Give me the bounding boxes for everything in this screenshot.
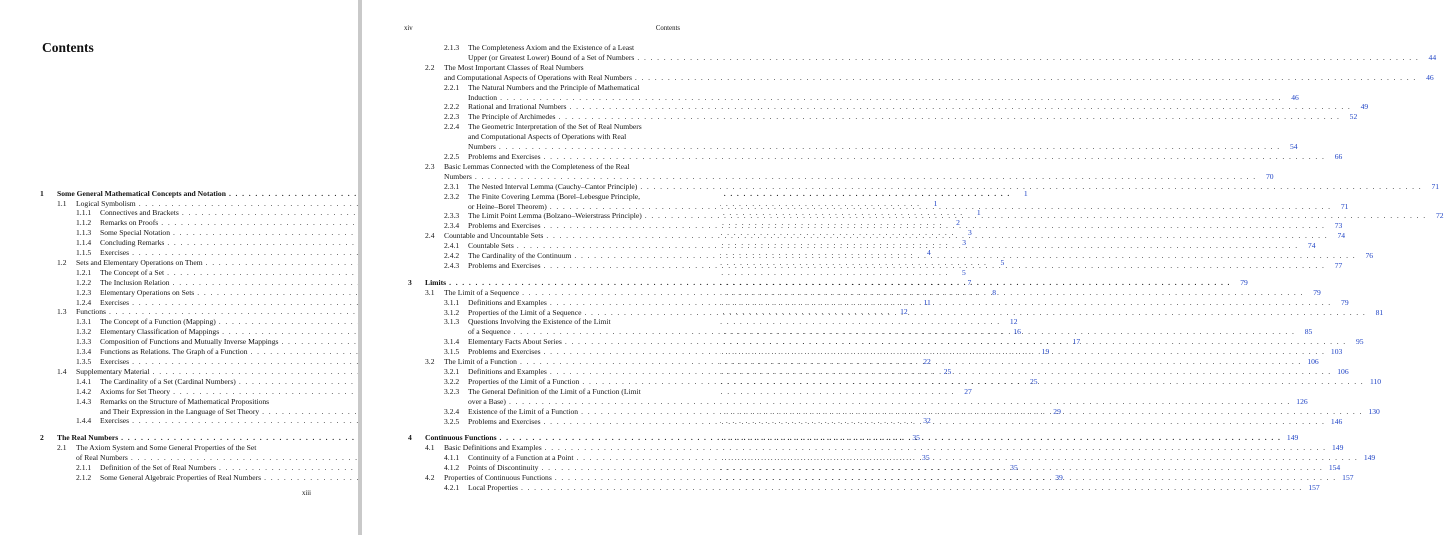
toc-page-link[interactable]: 1 <box>933 198 938 208</box>
toc-page-link[interactable]: 71 <box>1431 181 1440 191</box>
toc-dot-leader <box>518 483 1303 493</box>
toc-entry-number: 3.1.1 <box>444 297 460 307</box>
toc-entry-number: 3.2.5 <box>444 416 460 426</box>
toc-entry[interactable] <box>408 287 1321 298</box>
toc-entry-title: Connectives and Brackets <box>100 208 179 218</box>
toc-entry[interactable] <box>408 241 1316 251</box>
toc-entry-number: 2.3.4 <box>444 221 460 231</box>
toc-entry-title: The Finite Covering Lemma (Borel–Lebesgue Principle, <box>468 191 641 201</box>
toc-entry-number: 2.3.2 <box>444 191 460 201</box>
toc-entry-title: Concluding Remarks <box>100 238 165 248</box>
toc-entry-title: The Geometric Interpretation of the Set of Real Numbers <box>468 122 642 132</box>
toc-entry[interactable] <box>408 482 1320 493</box>
toc-dot-leader <box>632 73 1417 83</box>
toc-entry[interactable] <box>408 151 1343 162</box>
toc-entry-title: Points of Discontinuity <box>468 463 539 473</box>
toc-entry-number: 1.1.1 <box>76 208 92 218</box>
toc-entry-number: 2.1.1 <box>76 463 92 473</box>
toc-entry-number: 3.2 <box>425 357 435 367</box>
toc-page-link[interactable]: 35 <box>922 453 930 463</box>
toc-entry-number: 1.2.3 <box>76 287 92 297</box>
toc-entry-title: of a Sequence <box>468 327 511 337</box>
toc-entry-number: 1.1.2 <box>76 218 92 228</box>
toc-page-link[interactable]: 49 <box>1360 102 1369 112</box>
toc-entry-title: Remarks on Proofs <box>100 218 159 228</box>
toc-page-link[interactable]: 52 <box>1349 112 1358 122</box>
toc-dot-leader <box>552 473 1337 483</box>
toc-entry-title: Composition of Functions and Mutually Inverse Mappings <box>100 337 279 347</box>
running-header-page-number: xiv <box>404 25 413 32</box>
toc-dot-leader <box>578 407 1363 417</box>
toc-entry <box>408 122 680 132</box>
toc-entry-title: Sets and Elementary Operations on Them <box>76 257 203 267</box>
toc-entry[interactable] <box>408 181 1440 192</box>
toc-page-link[interactable]: 72 <box>1435 211 1444 221</box>
toc-entry-title: Basic Lemmas Connected with the Completeness of the Real <box>444 161 630 171</box>
toc-page-link[interactable]: 35 <box>912 433 920 443</box>
toc-dot-leader <box>556 112 1341 122</box>
toc-entry[interactable] <box>408 52 1437 63</box>
toc-dot-leader <box>547 367 1332 377</box>
toc-entry-title: Definition of the Set of Real Numbers <box>100 463 216 473</box>
toc-dot-leader <box>472 172 1257 182</box>
toc-entry-title: Definitions and Examples <box>468 297 547 307</box>
toc-dot-leader <box>497 93 1282 103</box>
toc-entry[interactable] <box>408 231 1346 241</box>
toc-page-link[interactable]: 76 <box>1365 251 1374 261</box>
toc-entry <box>408 162 680 172</box>
toc-entry-number: 1.2.1 <box>76 267 92 277</box>
toc-entry-number: 1.2 <box>57 257 67 267</box>
toc-entry[interactable] <box>408 277 1248 288</box>
toc-dot-leader <box>579 377 1364 387</box>
toc-entry-title: The Nested Interval Lemma (Cauchy–Cantor Principle) <box>468 181 638 191</box>
toc-entry-number: 2.2.1 <box>444 82 460 92</box>
toc-entry-number: 4.2.1 <box>444 482 460 492</box>
toc-page-link[interactable]: 85 <box>1304 327 1313 337</box>
toc-entry-title: Continuous Functions <box>425 433 497 443</box>
toc-dot-leader <box>642 211 1427 221</box>
toc-page-link[interactable]: 1 <box>1023 188 1028 198</box>
toc-entry-title: The Limit of a Sequence <box>444 287 520 297</box>
toc-dot-leader <box>514 241 1299 251</box>
toc-page-link[interactable]: 103 <box>1330 347 1343 357</box>
toc-entry-title: Exercises <box>100 357 130 366</box>
toc-entry-number: 1.3.2 <box>76 327 92 337</box>
toc-entry-number: 1.4.3 <box>76 396 92 406</box>
toc-entry-title: over a Base) <box>468 396 506 406</box>
toc-entry[interactable] <box>408 201 1349 212</box>
toc-entry-title: The Concept of a Function (Mapping) <box>100 317 216 327</box>
toc-entry[interactable] <box>408 102 1369 112</box>
toc-entry-number: 1 <box>40 188 44 198</box>
toc-entry-number: 1.3.1 <box>76 317 92 327</box>
toc-entry-title: The Cardinality of a Set (Cardinal Numbers) <box>100 376 236 386</box>
toc-entry-title: The Concept of a Set <box>100 267 165 277</box>
toc-page-link[interactable]: 71 <box>1340 201 1349 211</box>
toc-page-link[interactable]: 12 <box>900 307 908 317</box>
toc-entry[interactable] <box>408 142 1298 152</box>
toc-page-link[interactable]: 106 <box>1337 367 1349 376</box>
toc-dot-leader <box>511 327 1296 337</box>
toc-entry[interactable] <box>408 92 1299 103</box>
toc-page-link[interactable]: 5 <box>1000 257 1005 267</box>
toc-dot-leader <box>538 463 1323 473</box>
toc-page-link[interactable]: 3 <box>962 238 967 248</box>
toc-page-link[interactable]: 81 <box>1375 307 1384 317</box>
toc-entry-title: Induction <box>468 92 498 102</box>
toc-entry-number: 3.2.4 <box>444 406 460 416</box>
contents-heading: Contents <box>42 40 94 55</box>
toc-entry[interactable] <box>408 416 1343 427</box>
toc-page-link[interactable]: 39 <box>1055 472 1063 482</box>
toc-entry <box>40 397 312 407</box>
toc-dot-leader <box>562 337 1347 347</box>
toc-entry-title: The Natural Numbers and the Principle of Mathematical <box>468 82 640 92</box>
toc-entry-title: The Inclusion Relation <box>100 277 170 287</box>
toc-dot-leader <box>547 298 1332 308</box>
toc-entry[interactable] <box>408 112 1358 122</box>
toc-entry[interactable] <box>408 307 1384 318</box>
toc-entry-number: 2.1 <box>57 443 67 453</box>
toc-dot-leader <box>637 182 1422 192</box>
toc-entry-title: Definitions and Examples <box>468 367 547 376</box>
toc-entry-number: 1.1.5 <box>76 248 92 258</box>
toc-entry-title: Properties of the Limit of a Sequence <box>468 307 582 317</box>
toc-entry <box>408 83 680 93</box>
toc-entry-title: The Real Numbers <box>57 433 119 443</box>
toc-page-link[interactable]: 77 <box>1334 260 1343 270</box>
toc-entry[interactable] <box>408 396 1308 407</box>
toc-entry-number: 3.1.5 <box>444 347 460 357</box>
toc-entry-title: Supplementary Material <box>76 366 150 376</box>
toc-page-link[interactable]: 19 <box>1041 347 1050 357</box>
toc-dot-leader <box>517 357 1302 367</box>
toc-entry[interactable] <box>408 251 1374 261</box>
toc-dot-leader <box>571 251 1356 261</box>
toc-entry[interactable] <box>408 211 1444 221</box>
toc-entry[interactable] <box>408 260 1343 271</box>
toc-page-link[interactable]: 5 <box>962 267 966 277</box>
toc-entry-title: Some General Algebraic Properties of Real Numbers <box>100 472 262 482</box>
page-number-footer: xiii <box>302 490 312 497</box>
toc-entry-number: 2.4 <box>425 231 435 241</box>
toc-entry-number: 3 <box>408 277 412 287</box>
toc-entry-title: Rational and Irrational Numbers <box>468 102 567 112</box>
toc-dot-leader <box>573 453 1358 463</box>
toc-entry <box>408 43 680 53</box>
toc-entry-number: 1.3 <box>57 307 67 317</box>
toc-page-link[interactable]: 11 <box>923 297 931 307</box>
toc-entry <box>408 132 680 142</box>
toc-entry-number: 2.2 <box>425 62 435 72</box>
toc-entry-number: 1.1 <box>57 198 67 208</box>
toc-entry-title: The Completeness Axiom and the Existence of a Least <box>468 43 635 52</box>
toc-entry-number: 2.3.3 <box>444 211 460 221</box>
toc-entry-title: Problems and Exercises <box>468 416 541 426</box>
toc-entry-title: of Real Numbers <box>76 453 128 463</box>
toc-entry-title: Exercises <box>100 248 130 258</box>
toc-page-link[interactable]: 95 <box>1356 337 1364 347</box>
toc-entry-number: 3.1.3 <box>444 317 460 327</box>
toc-dot-leader <box>547 202 1332 212</box>
toc-page-link[interactable]: 110 <box>1369 376 1382 386</box>
toc-entry-title: Questions Involving the Existence of the Limit <box>468 317 611 327</box>
toc-page-link[interactable]: 73 <box>1334 221 1343 231</box>
toc-page-link[interactable]: 1 <box>976 208 981 218</box>
toc-dot-leader <box>506 397 1291 407</box>
toc-page-link[interactable]: 106 <box>1307 357 1319 367</box>
toc-entry-number: 4.1.1 <box>444 453 460 463</box>
toc-dot-leader <box>497 433 1282 443</box>
toc-entry-title: Functions <box>76 307 106 317</box>
toc-entry-title: Axioms for Set Theory <box>100 386 171 396</box>
toc-page-link[interactable]: 7 <box>967 277 972 287</box>
toc-page-link[interactable]: 79 <box>1240 277 1248 287</box>
toc-entry-title: Problems and Exercises <box>468 347 541 357</box>
toc-dot-leader <box>542 443 1327 453</box>
toc-entry-title: Exercises <box>100 416 130 426</box>
toc-entry <box>40 443 312 453</box>
toc-entry-title: Problems and Exercises <box>468 221 541 231</box>
toc-dot-leader <box>566 102 1351 112</box>
toc-entry-number: 3.1.2 <box>444 307 460 317</box>
toc-entry-title: Some Special Notation <box>100 228 171 238</box>
toc-entry-number: 2.3 <box>425 161 435 171</box>
toc-dot-leader <box>519 288 1304 298</box>
toc-entry-number: 2.2.4 <box>444 122 460 132</box>
toc-page-link[interactable]: 66 <box>1334 151 1343 161</box>
toc-entry-title: Functions as Relations. The Graph of a Function <box>100 347 248 357</box>
toc-entry-number: 2.1.2 <box>76 472 92 482</box>
toc-entry-title: Properties of Continuous Functions <box>444 473 552 483</box>
toc-page-link[interactable]: 27 <box>964 386 972 396</box>
toc-page-link[interactable]: 16 <box>1013 327 1021 337</box>
toc-page-link[interactable]: 79 <box>1313 287 1321 297</box>
toc-entry-title: The Axiom System and Some General Properties of the Set <box>76 443 257 453</box>
toc-page-link[interactable]: 29 <box>1053 406 1061 416</box>
toc-entry-title: Elementary Classification of Mappings <box>100 327 220 337</box>
toc-entry-title: The Most Important Classes of Real Numbers <box>444 62 584 72</box>
toc-dot-leader <box>634 53 1419 63</box>
toc-page-link[interactable]: 149 <box>1363 453 1376 463</box>
toc-entry-number: 1.2.4 <box>76 297 92 307</box>
toc-page-link[interactable]: 70 <box>1265 171 1274 181</box>
toc-entry-number: 1.2.2 <box>76 277 92 287</box>
toc-entry-number: 4.2 <box>425 473 435 483</box>
toc-dot-leader <box>446 278 1231 288</box>
toc-page-link[interactable]: 25 <box>943 366 952 376</box>
toc-page-link[interactable]: 46 <box>1291 92 1299 102</box>
toc-entry <box>408 192 680 202</box>
toc-entry-title: Local Properties <box>468 482 518 492</box>
toc-entry-title: Countable Sets <box>468 241 514 251</box>
toc-page-link[interactable]: 149 <box>1286 433 1299 443</box>
toc-entry-title: and Their Expression in the Language of Set Theory <box>100 406 260 416</box>
toc-entry-number: 4.1.2 <box>444 463 460 473</box>
toc-entry-number: 2.2.5 <box>444 151 460 161</box>
toc-page-link[interactable]: 54 <box>1289 142 1298 152</box>
toc-entry-number: 2.2.3 <box>444 112 460 122</box>
toc-dot-leader <box>541 152 1326 162</box>
toc-entry-number: 3.2.3 <box>444 386 460 396</box>
toc-page-link[interactable]: 46 <box>1426 72 1434 82</box>
toc-entry-number: 2.2.2 <box>444 102 460 112</box>
toc-entry-title: Upper (or Greatest Lower) Bound of a Set of Numbers <box>468 52 635 62</box>
toc-page-link[interactable]: 79 <box>1341 297 1349 307</box>
toc-entry-number: 1.3.3 <box>76 337 92 347</box>
toc-dot-leader <box>541 221 1326 231</box>
toc-entry[interactable] <box>408 221 1343 231</box>
toc-page-link[interactable]: 17 <box>1072 337 1081 347</box>
toc-entry-title: Continuity of a Function at a Point <box>468 453 574 463</box>
toc-entry-title: The Limit of a Function <box>444 357 517 367</box>
toc-page-link[interactable]: 44 <box>1428 52 1437 62</box>
toc-page-link[interactable]: 126 <box>1296 396 1308 406</box>
toc-page-link[interactable]: 3 <box>967 228 972 238</box>
toc-entry[interactable] <box>40 267 966 278</box>
toc-entry-title: Remarks on the Structure of Mathematical Propositions <box>100 396 270 406</box>
toc-entry[interactable] <box>408 72 1434 83</box>
toc-entry-number: 2.3.1 <box>444 181 460 191</box>
toc-entry-title: The Principle of Archimedes <box>468 112 556 122</box>
toc-entry-title: Countable and Uncountable Sets <box>444 231 544 241</box>
toc-entry-title: and Computational Aspects of Operations with Real Numbers <box>444 72 632 82</box>
toc-entry-number: 1.4.1 <box>76 376 92 386</box>
toc-page-link[interactable]: 157 <box>1342 473 1354 483</box>
toc-entry-number: 1.1.4 <box>76 238 92 248</box>
toc-entry-number: 2.4.2 <box>444 251 460 261</box>
toc-page-link[interactable]: 4 <box>927 248 931 258</box>
toc-page-link[interactable]: 35 <box>1010 463 1018 473</box>
toc-entry-title: Existence of the Limit of a Function <box>468 406 579 416</box>
toc-entry-title: Problems and Exercises <box>468 260 541 270</box>
toc-page-link[interactable]: 74 <box>1307 241 1316 251</box>
toc-entry[interactable] <box>408 297 1349 308</box>
toc-page-link[interactable]: 130 <box>1368 406 1380 416</box>
toc-entry-title: and Computational Aspects of Operations with Real <box>468 132 627 142</box>
toc-entry-number: 4 <box>408 433 412 443</box>
toc-entry-number: 1.4.4 <box>76 416 92 426</box>
toc-page-link[interactable]: 22 <box>923 357 931 366</box>
running-header-title: Contents <box>655 25 680 32</box>
toc-entry-number: 1.1.3 <box>76 228 92 238</box>
toc-entry-number: 2.4.3 <box>444 260 460 270</box>
toc-entry <box>408 317 680 327</box>
toc-entry-title: The Limit Point Lemma (Bolzano–Weierstrass Principle) <box>468 211 642 221</box>
toc-entry-title: Numbers <box>468 142 496 152</box>
toc-page-link[interactable]: 154 <box>1328 463 1341 473</box>
toc-entry-title: Limits <box>425 277 447 287</box>
toc-entry <box>408 387 680 397</box>
toc-page-link[interactable]: 2 <box>956 218 960 228</box>
toc-page-link[interactable]: 146 <box>1330 416 1343 426</box>
toc-entry-title: Elementary Facts About Series <box>468 337 562 347</box>
toc-entry-number: 3.1 <box>425 287 435 297</box>
toc-entry[interactable] <box>408 171 1274 182</box>
toc-entry-title: Logical Symbolism <box>76 198 136 208</box>
toc-entry-title: or Heine–Borel Theorem) <box>468 201 547 211</box>
toc-entry-number: 3.2.2 <box>444 376 460 386</box>
toc-entry-title: Numbers <box>444 171 472 181</box>
toc-entry-title: Basic Definitions and Examples <box>444 443 542 453</box>
toc-entry-number: 2.1.3 <box>444 43 460 52</box>
toc-entry-title: Exercises <box>100 297 130 307</box>
toc-entry-number: 1.4 <box>57 366 67 376</box>
toc-entry-number: 4.1 <box>425 443 435 453</box>
toc-entry-title: The General Definition of the Limit of a Function (Limit <box>468 386 641 396</box>
toc-page-link[interactable]: 157 <box>1308 482 1320 492</box>
toc-page-link[interactable]: 12 <box>1009 317 1018 327</box>
toc-dot-leader <box>496 142 1281 152</box>
toc-page-link[interactable]: 74 <box>1337 231 1346 241</box>
toc-entry-title: Some General Mathematical Concepts and Notation <box>57 188 226 198</box>
toc-page-link[interactable]: 8 <box>992 287 996 297</box>
toc-entry-title: The Cardinality of the Continuum <box>468 251 572 261</box>
toc-entry-number: 1.3.5 <box>76 357 92 366</box>
toc-page-link[interactable]: 149 <box>1332 443 1344 453</box>
toc-entry[interactable] <box>408 443 1344 453</box>
toc-entry-number: 3.1.4 <box>444 337 460 347</box>
toc-entry-title: Elementary Operations on Sets <box>100 287 195 297</box>
toc-page-link[interactable]: 32 <box>923 416 931 426</box>
toc-entry-number: 1.4.2 <box>76 386 92 396</box>
toc-entry-number: 2 <box>40 433 44 443</box>
toc-entry-number: 1.3.4 <box>76 347 92 357</box>
toc-entry <box>408 63 680 73</box>
toc-dot-leader <box>581 308 1366 318</box>
toc-entry-number: 3.2.1 <box>444 367 460 376</box>
toc-page-link[interactable]: 25 <box>1029 376 1038 386</box>
toc-entry-title: Problems and Exercises <box>468 151 541 161</box>
toc-entry-title: Properties of the Limit of a Function <box>468 376 580 386</box>
toc-dot-leader <box>543 231 1328 241</box>
toc-dot-leader <box>541 417 1326 427</box>
toc-entry-number: 2.4.1 <box>444 241 460 251</box>
toc-dot-leader <box>541 347 1326 357</box>
toc-dot-leader <box>541 261 1326 271</box>
